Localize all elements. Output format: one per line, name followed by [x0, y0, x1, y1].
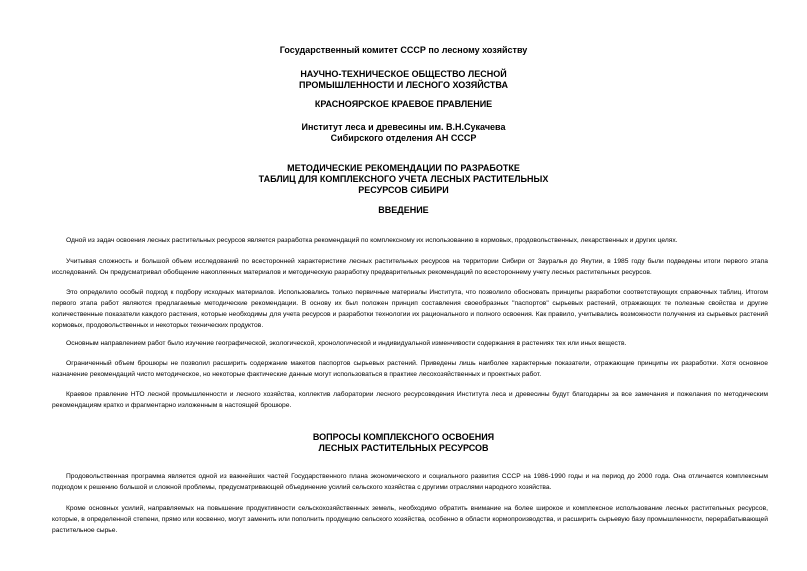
intro-paragraph-1: Одной из задач освоения лесных растительных ресурсов является разработка рекомендаций по комплексному их использованию в кормовых, продовольственных, лекарственных и других целях. — [66, 237, 678, 244]
society-name-line1: НАУЧНО-ТЕХНИЧЕСКОЕ ОБЩЕСТВО ЛЕСНОЙ — [300, 69, 507, 79]
section-heading-line1: ВОПРОСЫ КОМПЛЕКСНОГО ОСВОЕНИЯ — [312, 432, 495, 442]
document-title-line3: РЕСУРСОВ СИБИРИ — [358, 185, 449, 195]
document-title-line2: ТАБЛИЦ ДЛЯ КОМПЛЕКСНОГО УЧЕТА ЛЕСНЫХ РАСТИТЕЛЬНЫХ — [258, 174, 549, 184]
intro-paragraph-2: Учитывая сложность и большой объем исследований по всесторонней характеристике лесных растительных ресурсов на территории Сибири от Зауралья до Якутии, в 1985 году были подведены итоги первого этапа исследований. Он предусматривал обобщение накопленных материалов и методическую разработку предварительных рекомендаций по всестороннему учету лесных растительных ресурсов. — [52, 258, 768, 276]
institute-name-line2: Сибирского отделения АН СССР — [330, 133, 477, 143]
intro-paragraph-4: Основным направлением работ было изучение географической, экологической, хронологической и индивидуальной изменчивости содержания в растениях тех или иных веществ. — [66, 340, 627, 347]
document-title — [0, 163, 807, 196]
committee-name: Государственный комитет СССР по лесному хозяйству — [279, 45, 528, 55]
society-name-line2: ПРОМЫШЛЕННОСТИ И ЛЕСНОГО ХОЗЯЙСТВА — [299, 80, 508, 90]
introduction-heading: ВВЕДЕНИЕ — [378, 205, 429, 215]
institute-name — [0, 122, 807, 144]
intro-paragraph-6: Краевое правление НТО лесной промышленности и лесного хозяйства, коллектив лаборатории лесного ресурсоведения Института леса и древесины будут благодарны за все замечания и пожелания по методическим рекомендациям кратко и фрагментарно изложенным в настоящей брошюре. — [52, 391, 768, 409]
society-name — [0, 69, 807, 91]
section-paragraph-1: Продовольственная программа является одной из важнейших частей Государственного плана экономического и социального развития СССР на 1986-1990 годы и на период до 2000 года. Она отличается комплексным подходом к решению большой и сложной проблемы, предусматривающей объединение усилий сельского хозяйства с другими отраслями народного хозяйства. — [52, 473, 768, 491]
regional-board: КРАСНОЯРСКОЕ КРАЕВОЕ ПРАВЛЕНИЕ — [314, 99, 493, 109]
section-heading — [0, 432, 807, 454]
section-heading-line2: ЛЕСНЫХ РАСТИТЕЛЬНЫХ РЕСУРСОВ — [318, 443, 489, 453]
intro-paragraph-3: Это определило особый подход к подбору исходных материалов. Использовались только первичные материалы Института, что позволило обосновать принципы разработки соответствующих справочных таблиц. Итогом первого этапа работ являются предлагаемые методические рекомендации. В основу их был положен принцип составления своеобразных "паспортов" сырьевых растений, отражающих те полезные свойства и другие количественные показатели каждого растения, которые необходимы для учета ресурсов и разработки технологии их рационального и полного освоения. Как правило, учитывались возможности получения из сырьевых растений кормовых, продовольственных и некоторых технических продуктов. — [52, 289, 768, 329]
section-paragraph-2: Кроме основных усилий, направляемых на повышение продуктивности сельскохозяйственных земель, необходимо обратить внимание на более широкое и комплексное использование лесных растительных ресурсов, которые, в определенной степени, прямо или косвенно, могут заменить или пополнить продукцию сельского хозяйства, особенно в области кормопроизводства, и расширить сырьевую базу промышленности, перерабатывающей растительное сырье. — [52, 505, 768, 534]
intro-paragraph-5: Ограниченный объем брошюры не позволил расширить содержание макетов паспортов сырьевых растений. Приведены лишь наиболее характерные показатели, отражающие принципы их разработки. Хотя основное назначение рекомендаций чисто методическое, но некоторые фактические данные могут использоваться в практике лесохозяйственных и проектных работ. — [52, 360, 768, 378]
document-title-line1: МЕТОДИЧЕСКИЕ РЕКОМЕНДАЦИИ ПО РАЗРАБОТКЕ — [287, 163, 520, 173]
institute-name-line1: Институт леса и древесины им. В.Н.Сукачева — [301, 122, 506, 132]
